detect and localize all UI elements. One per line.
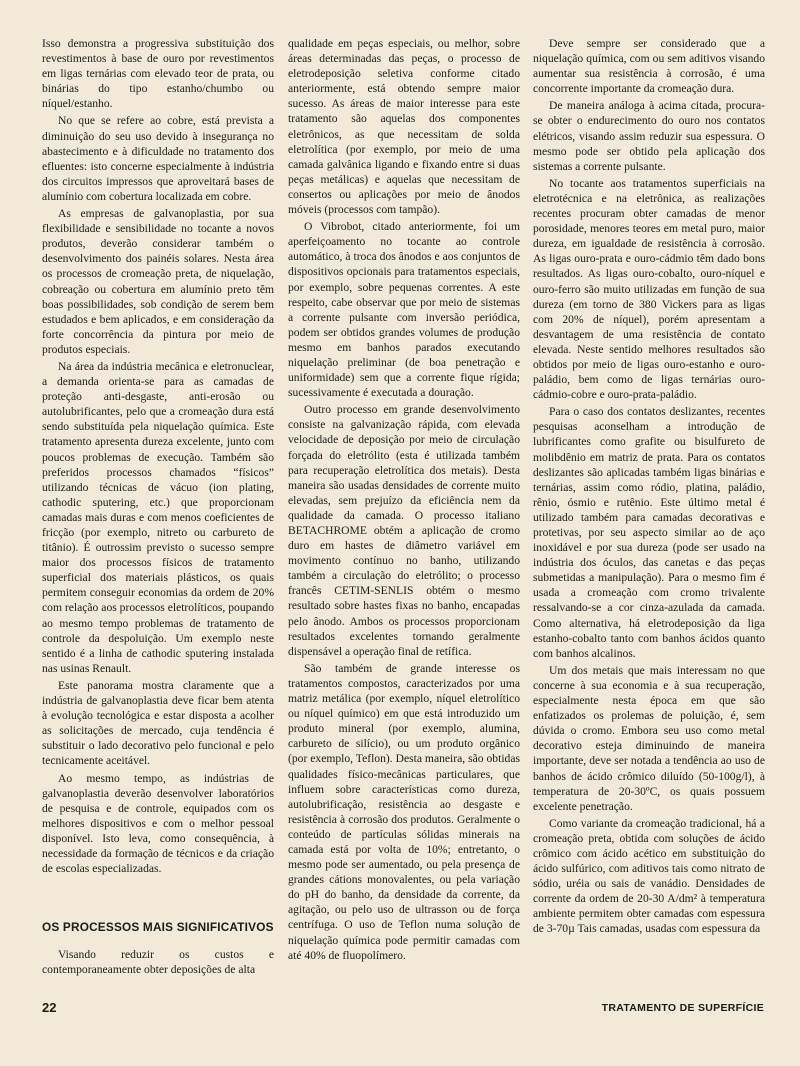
paragraph: De maneira análoga à acima citada, procura-se obter o endurecimento do ouro nos contatos elétricos, visando assim reduzir sua espessura. O mesmo pode ser obtido pela aplicação dos sistemas a corrente pulsante. xyxy=(533,99,765,173)
text-column-1 xyxy=(42,36,274,979)
paragraph: Ao mesmo tempo, as indústrias de galvanoplastia deverão desenvolver laboratórios de pesquisa e de controle, equipados com os melhores dispositivos e com o melhor pessoal disponível. Isto leva, como consequência, à necessidade da formação de técnicos e da criação de escolas especializadas. xyxy=(42,771,274,876)
running-title: TRATAMENTO DE SUPERFÍCIE xyxy=(601,1002,764,1014)
paragraph: São também de grande interesse os tratamentos compostos, caracterizados por uma matriz metálica (por exemplo, níquel eletrolítico ou níquel químico) em que está introduzido um produto mineral (por exemplo, alumina, carbureto de silício), ou um produto orgânico (por exemplo, Teflon). Desta maneira, são obtidas qualidades físico-mecânicas particulares, que influem sobre características como dureza, autolubrificação, resistência ao desgaste e resistência à corrosão dos produtos. Geralmente o conteúdo de partículas sólidas minerais na camada está por volta de 10%; entretanto, o mesmo pode ser aumentado, ou pela presença de grandes cátions monovalentes, ou pela variação do pH do banho, da densidade da corrente, da agitação, ou pelo uso de ultrasson ou de força centrífuga. O uso de Teflon numa solução de niquelação química pode permitir camadas com até 40% de fluopolímero. xyxy=(288,661,520,962)
paragraph: No tocante aos tratamentos superficiais na eletrotécnica e na eletrônica, as realizações recentes procuram obter camadas de menor porosidade, menores teores em metal puro, maior dureza, em igualdade de resistência à corrosão. As ligas ouro-prata e ouro-cádmio têm dado bons resultados. As ligas ouro-cobalto, ouro-níquel e ouro-ferro são muito utilizadas em função de sua dureza (em torno de 380 Vickers para as ligas com 20% de níquel), porém apresentam a desvantagem de uma resistência de contato elevada. Neste sentido melhores resultados são obtidos por meio de ligas ouro-estanho e ouro-paládio, bem como de ligas ternárias ouro-cádmio-cobre e ouro-prata-paládio. xyxy=(533,176,765,402)
paragraph: As empresas de galvanoplastia, por sua flexibilidade e sensibilidade no tocante a novos produtos, deverão considerar também o desenvolvimento dos painéis solares. Nesta área os processos de cromeação preta, de niquelação, cobreação ou cobertura em alumínio preto têm boas possibilidades, sob condição de serem bem estudados e bem aplicados, e em consideração da forte concorrência da pintura por meio de produtos especiais. xyxy=(42,207,274,356)
paragraph: Para o caso dos contatos deslizantes, recentes pesquisas aconselham a introdução de lubrificantes como grafite ou bisulfureto de molibdênio em matriz de prata. Para os contatos deslizantes são aplicadas também ligas binárias e ternárias, assim como ródio, platina, paládio, rênio, ósmio e rutênio. Este último metal é utilizado também para camadas decorativas e protetivas, por seu aspecto similar ao de aço inoxidável e por sua dureza (pode ser usado na indústria dos óculos, das canetas e das peças submetidas a manipulação). Para o mesmo fim é usada a cromeação com cromo trivalente ressalvando-se a cor cinza-azulada da camada. Como alternativa, há eletrodeposição da liga estanho-cobalto tanto com banhos ácidos quanto com banhos alcalinos. xyxy=(533,405,765,660)
paragraph: Isso demonstra a progressiva substituição dos revestimentos à base de ouro por revestimentos em ligas ternárias com elevado teor de prata, ou binárias do tipo estanho/chumbo ou níquel/estanho. xyxy=(42,37,274,111)
paragraph: O Vibrobot, citado anteriormente, foi um aperfeiçoamento no tocante ao controle automático, à troca dos ânodos e aos conjuntos de dispositivos opcionais para tratamentos especiais, por exemplo, sobre pequenas correntes. A este respeito, cabe observar que por meio de sistemas a corrente pulsante com inversão periódica, podem ser obtidos grandes volumes de produção mesmo em banhos parados executando niquelação preliminar (de boa penetração e uniformidade) sem que a corrente fique rígida; sucessivamente é executada a douração. xyxy=(288,220,520,400)
paragraph: No que se refere ao cobre, está prevista a diminuição do seu uso devido à insegurança no abastecimento e à dificuldade no tratamento dos efluentes: isto concerne especialmente à indústria dos circuitos impressos que aproveitará bases de alumínio com cobertura localizada em cobre. xyxy=(42,114,274,203)
paragraph: Como variante da cromeação tradicional, há a cromeação preta, obtida com soluções de ácido crômico com ácido acético em substituição do ácido sulfúrico, com aditivos tais como nitrato de sódio, uréia ou sais de vanádio. Densidades de corrente da ordem de 20-30 A/dm² à temperatura ambiente permitem obter camadas com espessura de 3-70µ Tais camadas, usadas com espessura da xyxy=(533,816,765,936)
paragraph: Este panorama mostra claramente que a indústria de galvanoplastia deve ficar bem atenta à evolução tecnológica e estar disposta a acolher as solicitações de mercado, cuja tendência é substituir o lado decorativo pelo funcional e pelo tecnicamente aceitável. xyxy=(42,678,274,768)
paragraph: Visando reduzir os custos e contemporaneamente obter deposições de alta xyxy=(42,948,274,977)
paragraph: qualidade em peças especiais, ou melhor, sobre áreas determinadas das peças, o processo de eletrodeposição seletiva conforme citado anteriormente, está obtendo sempre maior sucesso. As áreas de maior interesse para este tratamento são aquelas dos componentes eletrônicos, as que necessitam de solda eletrolítica (por exemplo, por meio de uma camada galvânica ligando e fixando entre si duas peças metálicas) e aquelas que necessitam de consertos ou aplicações por meio de ânodos móveis (processos com tampão). xyxy=(288,37,520,217)
paragraph: Outro processo em grande desenvolvimento consiste na galvanização rápida, com elevada velocidade de deposição por meio de circulação forçada do eletrólito (esta é utilizada também para recuperação eletrolítica dos metais). Desta maneira são usadas densidades de corrente muito elevadas, sem prejuízo da eficiência nem da qualidade da camada. O processo italiano BETACHROME obtém a aplicação de cromo duro em hastes de diâmetro variável em movimento contínuo no banho, utilizando também a circulação do eletrólito; o processo francês CETIM-SENLIS obtém o mesmo resultado sobre hastes fixas no banho, encapadas pelo ânodo. Ambos os processos proporcionam resultados excelentes tornando geralmente dispensável a operação final de retífica. xyxy=(288,403,520,658)
section-heading: OS PROCESSOS MAIS SIGNIFICATIVOS xyxy=(42,920,274,935)
text-column-2 xyxy=(288,36,520,965)
paragraph: Na área da indústria mecânica e eletronuclear, a demanda orienta-se para as camadas de proteção anti-desgaste, anti-erosão ou autolubrificantes, pelo que a cromeação dura está sendo substituída pela niquelação química. Este tratamento apresenta dureza excelente, junto com poucos problemas de execução. Também são preferidos processos chamados “físicos” utilizando técnicas de vácuo (ion plating, cathodic sputering, etc.) que proporcionam camadas mais duras e com menos coeficientes de fricção (por exemplo, nitreto ou carbureto de titânio). É outrossim previsto o sucesso sempre maior dos processos físicos de tratamento superficial dos materiais plásticos, os quais permitem conseguir economias da ordem de 20% com relação aos processos eletrolíticos, poupando ao mesmo tempo problemas de tratamento de controle da despoluição. Um exemplo neste sentido é a linha de cathodic sputering instalada nas usinas Renault. xyxy=(42,359,274,675)
text-column-3 xyxy=(533,36,765,939)
paragraph: Deve sempre ser considerado que a niquelação química, com ou sem aditivos visando aumentar sua resistência à corrosão, é uma concorrente importante da cromeação dura. xyxy=(533,37,765,96)
page-number: 22 xyxy=(42,1000,57,1015)
paragraph: Um dos metais que mais interessam no que concerne à sua economia e à sua recuperação, especialmente nesta época em que são enfatizados os prolemas de poluição, é, sem dúvida o cromo. Embora seu uso como metal decorativo esteja diminuindo de maneira importante, deve ser notada a tendência ao uso de banhos de ácido crômico diluído (50-100g/l), à temperatura de 20-30ºC, os quais possuem excelente penetração. xyxy=(533,663,765,813)
